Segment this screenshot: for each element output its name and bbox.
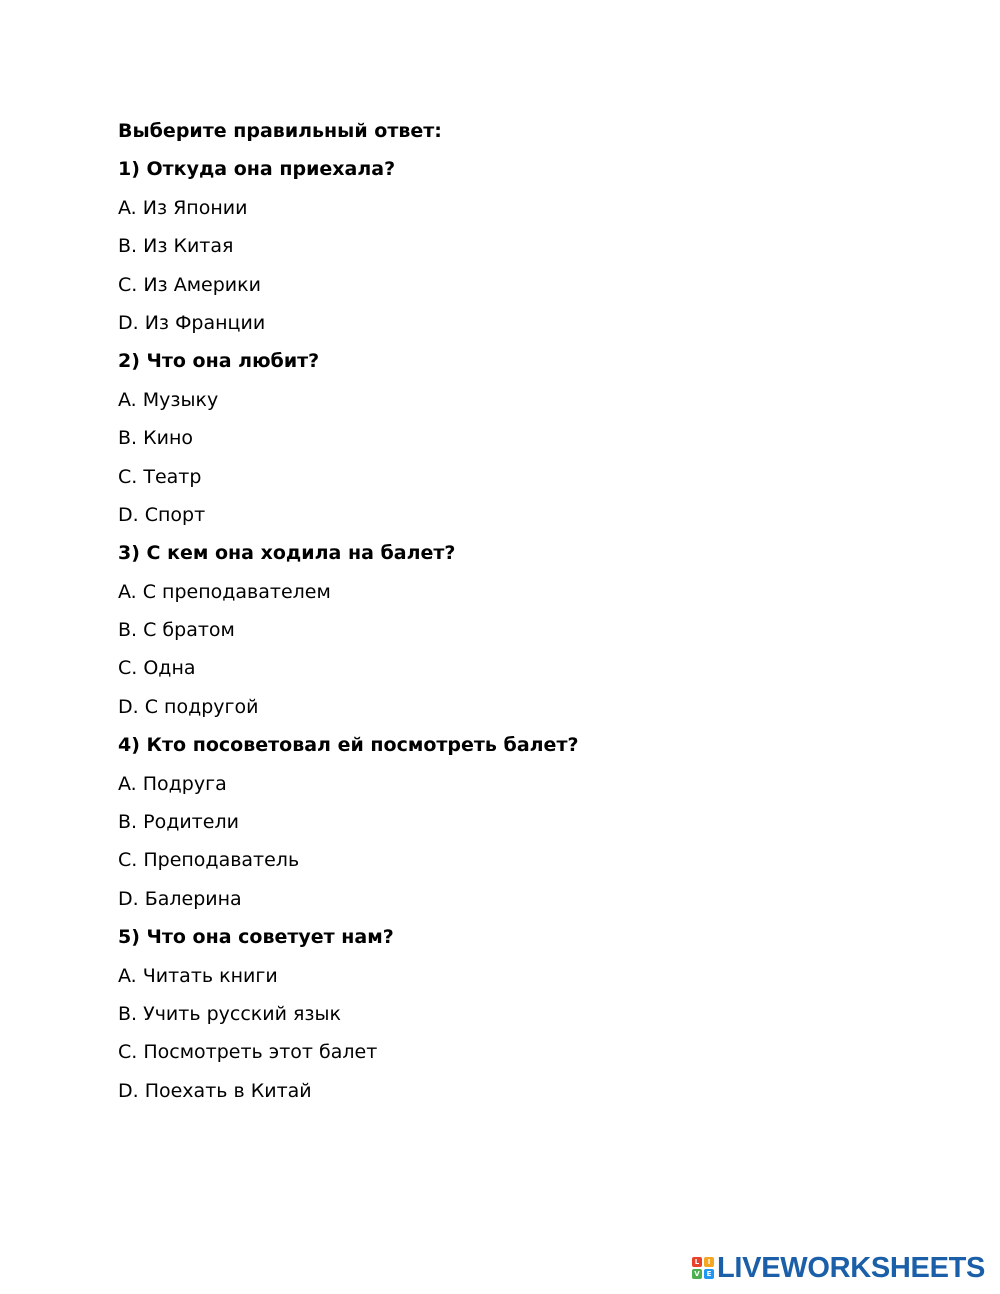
question-5 — [118, 920, 918, 1112]
option-a[interactable]: A. Музыку — [118, 388, 219, 411]
option-d[interactable]: D. Балерина — [118, 887, 242, 910]
option-d[interactable]: D. С подругой — [118, 695, 259, 718]
option-a[interactable]: A. Подруга — [118, 772, 227, 795]
question-4 — [118, 728, 918, 920]
logo-letter-i: I — [704, 1257, 714, 1267]
option-c[interactable]: C. Из Америки — [118, 273, 261, 296]
option-d[interactable]: D. Спорт — [118, 503, 206, 526]
question-text: 4) Кто посоветовал ей посмотреть балет? — [118, 734, 579, 757]
option-c[interactable]: C. Одна — [118, 657, 196, 680]
option-b[interactable]: B. С братом — [118, 619, 235, 642]
question-text: 2) Что она любит? — [118, 350, 320, 373]
logo-icon — [692, 1257, 714, 1279]
liveworksheets-logo — [692, 1250, 985, 1286]
option-c[interactable]: C. Преподаватель — [118, 849, 300, 872]
logo-text: LIVEWORKSHEETS — [717, 1251, 986, 1284]
worksheet — [118, 114, 918, 1112]
logo-letter-l: L — [692, 1257, 702, 1267]
option-a[interactable]: A. Из Японии — [118, 196, 248, 219]
option-b[interactable]: B. Из Китая — [118, 235, 234, 258]
question-2 — [118, 344, 918, 536]
logo-letter-e: E — [704, 1269, 714, 1279]
logo-letter-v: V — [692, 1269, 702, 1279]
option-a[interactable]: A. Читать книги — [118, 964, 278, 987]
option-b[interactable]: B. Кино — [118, 427, 193, 450]
option-c[interactable]: C. Театр — [118, 465, 202, 488]
instruction: Выберите правильный ответ: — [118, 120, 442, 142]
option-b[interactable]: B. Учить русский язык — [118, 1002, 341, 1025]
question-text: 5) Что она советует нам? — [118, 926, 394, 949]
question-text: 1) Откуда она приехала? — [118, 158, 396, 181]
option-d[interactable]: D. Поехать в Китай — [118, 1079, 312, 1102]
option-a[interactable]: A. С преподавателем — [118, 580, 331, 603]
question-1 — [118, 152, 918, 344]
option-d[interactable]: D. Из Франции — [118, 311, 266, 334]
question-text: 3) С кем она ходила на балет? — [118, 542, 456, 565]
option-c[interactable]: C. Посмотреть этот балет — [118, 1041, 378, 1064]
option-b[interactable]: B. Родители — [118, 811, 239, 834]
question-3 — [118, 536, 918, 728]
